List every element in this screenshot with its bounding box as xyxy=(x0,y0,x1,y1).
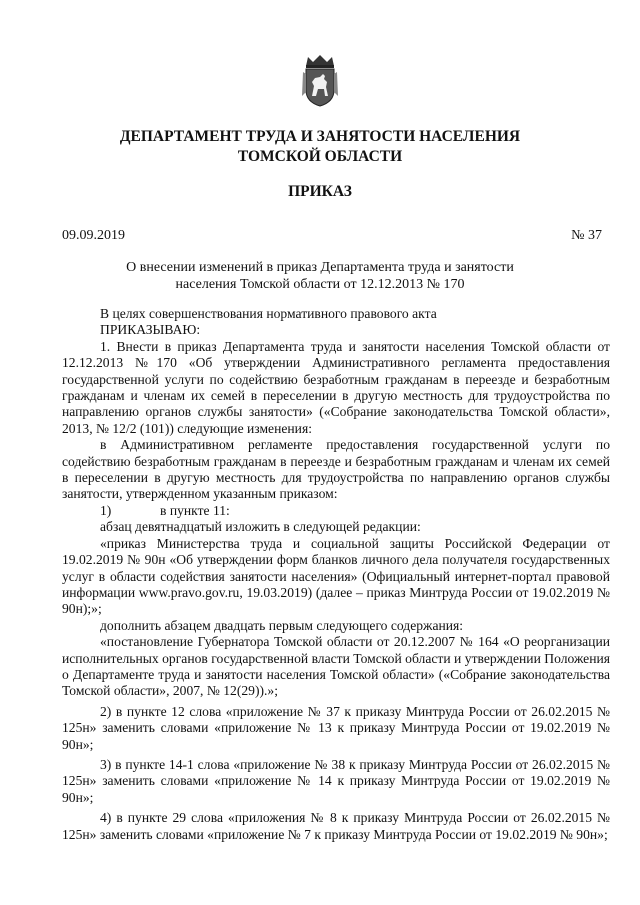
subitem-3: 3) в пункте 14-1 слова «приложение № 38 к приказу Минтруда России от 26.02.2015 № 125н» заменить словами «приложение № 14 к приказу Минтруда России от 19.02.2019 № 90н»; xyxy=(62,756,610,805)
paragraph-19-text: «приказ Министерства труда и социальной защиты Российской Федерации от 19.02.2019 № 90н «Об утверждении форм бланков личного дела получателя государственных услуг в области содействия занятости населения» (Официальный интернет-портал правовой информации www.pravo.gov.ru, 19.03.2019) (далее – приказ Минтруда России от 19.02.2019 № 90н);»; xyxy=(62,535,610,617)
order-directive: ПРИКАЗЫВАЮ: xyxy=(100,322,201,338)
order-subject xyxy=(0,259,640,293)
order-date: 09.09.2019 xyxy=(62,228,125,243)
clause-1-paragraph: 1. Внести в приказ Департамента труда и занятости населения Томской области от 12.12.2013 №170 «Об утверждении Административного регламента предоставления государственной услуги по содействию безработным гражданам в переезде и безработным гражданам и членам их семей в переселении в другую местность для трудоустройства по направлению органов службы занятости» («Собрание законодательства Томской области», 2013, № 12/2 (101)) следующие изменения: xyxy=(62,338,610,436)
order-body xyxy=(62,306,610,843)
order-subject-line2: населения Томской области от 12.12.2013 № 170 xyxy=(175,277,465,292)
paragraph-19-instruction: абзац девятнадцатый изложить в следующей редакции: xyxy=(100,519,421,535)
order-number: № 37 xyxy=(571,228,602,243)
subitem-1 xyxy=(62,503,610,519)
regulation-amendment-paragraph: в Административном регламенте предоставления государственной услуги по содействию безработным гражданам в переезде и безработным гражданам и членам их семей в переселении в другую местность для трудоустройства по направлению органов службы занятости, утвержденном указанным приказом: xyxy=(62,437,610,502)
subitem-4: 4) в пункте 29 слова «приложения № 8 к приказу Минтруда России от 26.02.2015 № 125н» заменить словами «приложение № 7 к приказу Минтруда России от 19.02.2019 № 90н»; xyxy=(62,810,610,842)
tomsk-coat-of-arms-icon xyxy=(298,52,342,108)
subitem-1-text: в пункте 11: xyxy=(160,502,230,518)
subitem-1-number: 1) xyxy=(100,502,112,518)
paragraph-21-instruction: дополнить абзацем двадцать первым следующего содержания: xyxy=(100,617,464,633)
order-subject-line1: О внесении изменений в приказ Департамента труда и занятости xyxy=(126,260,514,275)
department-name-line1: ДЕПАРТАМЕНТ ТРУДА И ЗАНЯТОСТИ НАСЕЛЕНИЯ xyxy=(119,128,521,145)
preamble-paragraph: В целях совершенствования нормативного правового акта xyxy=(100,306,437,321)
subitem-2: 2) в пункте 12 слова «приложение № 37 к приказу Минтруда России от 26.02.2015 № 125н» заменить словами «приложение № 13 к приказу Минтруда России от 19.02.2019 № 90н»; xyxy=(62,703,610,752)
department-name-line2: ТОМСКОЙ ОБЛАСТИ xyxy=(237,148,403,165)
document-type-title: ПРИКАЗ xyxy=(288,183,352,200)
paragraph-21-text: «постановление Губернатора Томской области от 20.12.2007 № 164 «О реорганизации исполнительных органов государственной власти Томской области и утверждении Положения о Департаменте труда и занятости населения Томской области» («Собрание законодательства Томской области», 2007, № 12(29)).»; xyxy=(62,634,610,699)
